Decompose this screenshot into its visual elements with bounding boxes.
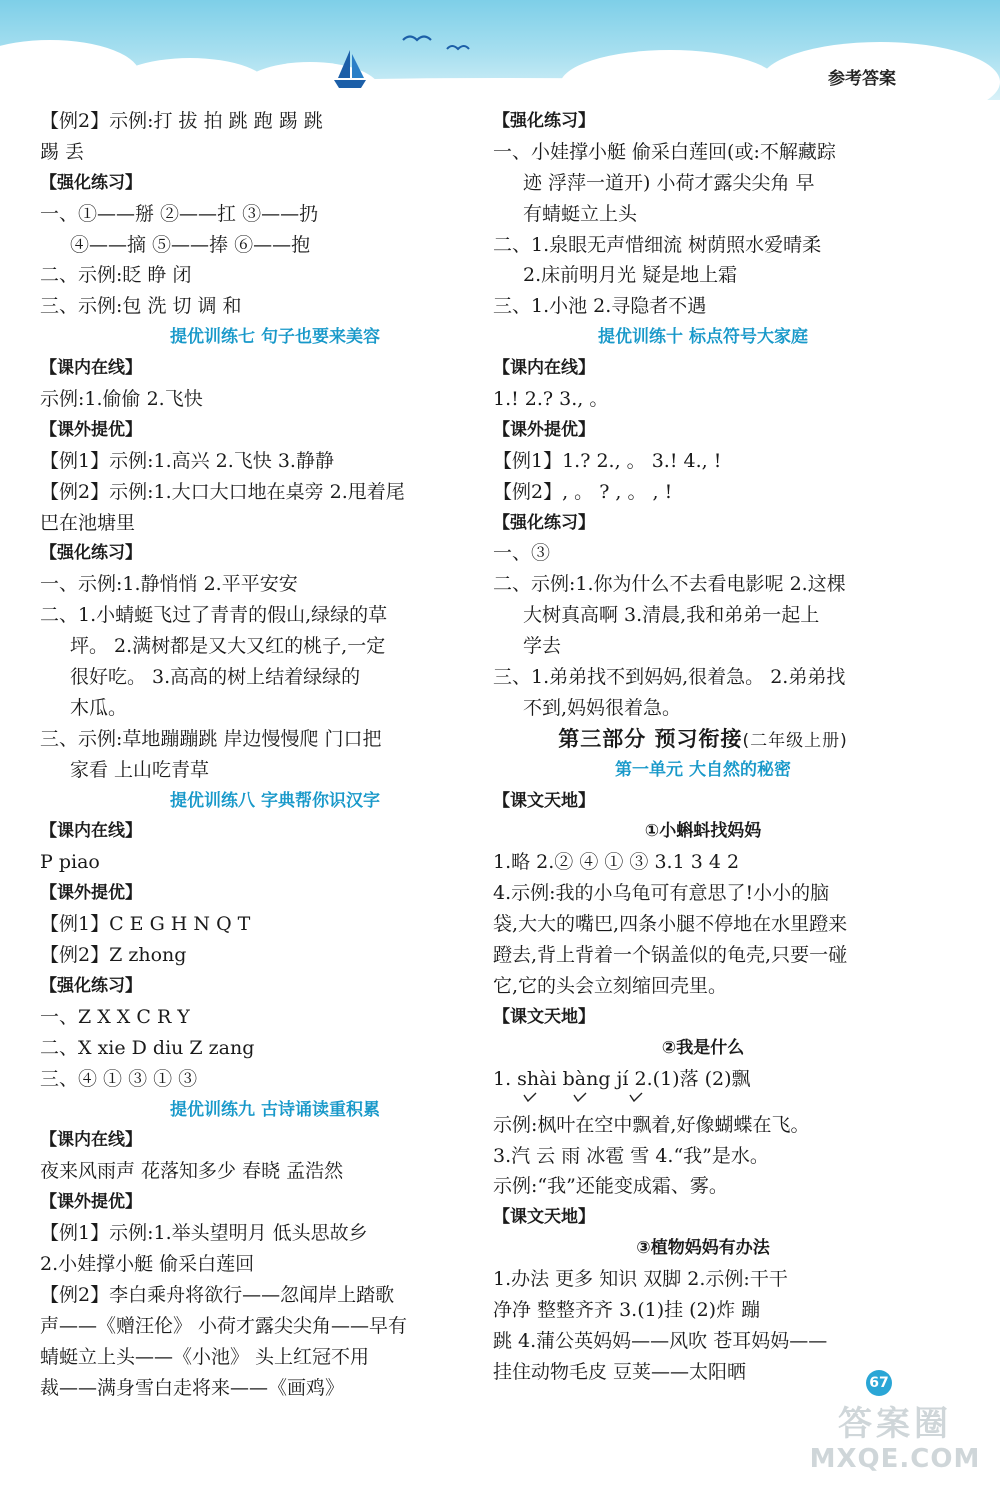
- answer-line: 1.办法 更多 知识 双脚 2.示例:干干: [493, 1268, 788, 1291]
- answer-line: 蜻蜓立上头——《小池》 头上红冠不用: [40, 1345, 370, 1368]
- answer-line: 3.汽 云 雨 冰雹 雪 4.“我”是水。: [493, 1144, 769, 1167]
- left-column: [40, 106, 510, 1403]
- answer-line: 很好吃。 3.高高的树上结着绿绿的: [70, 666, 361, 689]
- section-heading: 【课外提优】: [40, 883, 142, 904]
- checkmark-icon: [629, 1092, 643, 1102]
- answer-line: 巴在池塘里: [40, 511, 136, 534]
- section-heading: 【课文天地】: [493, 790, 595, 811]
- watermark-bottom: MXQE.COM: [809, 1444, 981, 1474]
- answer-line: 三、1.小池 2.寻隐者不遇: [493, 295, 707, 318]
- sailboat-icon: [330, 48, 370, 94]
- section-heading: 【课内在线】: [40, 821, 142, 842]
- lesson-section-title: 第一单元 大自然的秘密: [615, 759, 791, 780]
- answer-line: 1.! 2.? 3., 。: [493, 388, 609, 411]
- lesson-section-title: 提优训练九 古诗诵读重积累: [170, 1099, 380, 1120]
- section-heading: 【强化练习】: [40, 975, 142, 996]
- pinyin-text: 1. shài bàng jí 2.(1)落 (2)飘: [493, 1067, 751, 1090]
- answer-line: 不到,妈妈很着急。: [523, 696, 682, 719]
- answer-line: 家看 上山吃青草: [70, 758, 210, 781]
- answer-line: 大树真高啊 3.清晨,我和弟弟一起上: [523, 604, 820, 627]
- right-column: [493, 106, 913, 1388]
- bird-icon: [446, 42, 470, 52]
- answer-line: 【例2】, 。 ? , 。 , !: [493, 480, 673, 503]
- answer-line: 二、1.小蜻蜓飞过了青青的假山,绿绿的草: [40, 604, 388, 627]
- answer-line: 【例2】Z zhong: [40, 944, 187, 967]
- section-heading: 【课内在线】: [493, 358, 595, 379]
- lesson-section-title: 提优训练八 字典帮你识汉字: [170, 790, 380, 811]
- answer-line: 【例2】李白乘舟将欲行——忽闻岸上踏歌: [40, 1283, 395, 1306]
- answer-line: 示例:枫叶在空中飘着,好像蝴蝶在飞。: [493, 1113, 810, 1136]
- answer-line: 一、示例:1.静悄悄 2.平平安安: [40, 573, 298, 596]
- watermark-logo: [800, 1404, 990, 1480]
- part-title-grade: (二年级上册): [742, 730, 848, 751]
- section-heading: 【课外提优】: [40, 419, 142, 440]
- answer-line: 袋,大大的嘴巴,四条小腿不停地在水里蹬来: [493, 913, 848, 936]
- answer-line: 三、示例:草地蹦蹦跳 岸边慢慢爬 门口把: [40, 727, 382, 750]
- lesson-section-title: 提优训练十 标点符号大家庭: [598, 327, 808, 348]
- answer-line: 2.小娃撑小艇 偷采白莲回: [40, 1252, 255, 1275]
- section-heading: 【强化练习】: [493, 111, 595, 131]
- answer-line: 【例1】示例:1.举头望明月 低头思故乡: [40, 1222, 368, 1245]
- answer-line: 学去: [523, 635, 562, 658]
- section-heading: 【课内在线】: [40, 1130, 142, 1151]
- answer-line: P piao: [40, 851, 100, 874]
- answer-line: 一、小娃撑小艇 偷采白莲回(或:不解藏踪: [493, 140, 836, 163]
- answer-line: 示例:“我”还能变成霜、雾。: [493, 1175, 728, 1198]
- part-title: [493, 724, 913, 755]
- bird-icon: [402, 32, 432, 44]
- answer-line: 二、1.泉眼无声惜细流 树荫照水爱晴柔: [493, 233, 822, 256]
- watermark-top: 答案圈: [838, 1404, 952, 1444]
- answer-line: 坪。 2.满树都是又大又红的桃子,一定: [70, 635, 386, 658]
- answer-line: 示例:1.偷偷 2.飞快: [40, 388, 203, 411]
- answer-line: 有蜻蜓立上头: [523, 202, 638, 225]
- answer-line: 2.床前明月光 疑是地上霜: [523, 264, 738, 287]
- answer-line: 声——《赠汪伦》 小荷才露尖尖角——早有: [40, 1314, 408, 1337]
- answer-line: 它,它的头会立刻缩回壳里。: [493, 974, 728, 997]
- answer-line: 踢 丢: [40, 140, 85, 163]
- lesson-section-title: 提优训练七 句子也要来美容: [170, 327, 380, 348]
- answer-line: 三、示例:包 洗 切 调 和: [40, 295, 242, 318]
- answer-line: 净净 整整齐齐 3.(1)挂 (2)炸 蹦: [493, 1298, 761, 1321]
- page-number: 67: [866, 1370, 892, 1396]
- answer-line: 【例2】示例:1.大口大口地在桌旁 2.甩着尾: [40, 480, 405, 503]
- lesson-title: ②我是什么: [661, 1037, 745, 1058]
- answer-line: 【例2】示例:打 拔 拍 跳 跑 踢 跳: [40, 110, 323, 132]
- answer-line: 二、示例:1.你为什么不去看电影呢 2.这棵: [493, 573, 846, 596]
- answer-line: 【例1】1.? 2., 。 3.! 4., !: [493, 449, 722, 472]
- answer-line: 二、X xie D diu Z zang: [40, 1036, 255, 1059]
- answer-line: 挂住动物毛皮 豆荚——太阳晒: [493, 1360, 747, 1383]
- part-title-main: 第三部分 预习衔接: [558, 726, 743, 751]
- answer-line: ④——摘 ⑤——捧 ⑥——抱: [70, 233, 311, 256]
- answer-line: 夜来风雨声 花落知多少 春晓 孟浩然: [40, 1160, 344, 1183]
- section-heading: 【课文天地】: [493, 1006, 595, 1027]
- answer-line: 木瓜。: [70, 696, 128, 719]
- checkmark-icon: [523, 1092, 537, 1102]
- lesson-title: ①小蝌蚪找妈妈: [644, 821, 762, 842]
- pinyin-answer-line: [493, 1064, 913, 1110]
- answer-line: 一、③: [493, 542, 551, 565]
- section-heading: 【强化练习】: [40, 172, 142, 193]
- answer-line: 二、示例:眨 睁 闭: [40, 264, 192, 287]
- answer-line: 裁——满身雪白走将来——《画鸡》: [40, 1376, 345, 1399]
- section-heading: 【强化练习】: [493, 512, 595, 533]
- answer-line: 迹 浮萍一道开) 小荷才露尖尖角 早: [523, 171, 815, 194]
- section-heading: 【课外提优】: [40, 1192, 142, 1213]
- header-banner: [0, 0, 1000, 100]
- section-heading: 【课内在线】: [40, 358, 142, 379]
- answer-line: 【例1】示例:1.高兴 2.飞快 3.静静: [40, 449, 334, 472]
- answer-line: 蹬去,背上背着一个锅盖似的龟壳,只要一碰: [493, 944, 848, 967]
- answer-line: 三、1.弟弟找不到妈妈,很着急。 2.弟弟找: [493, 666, 846, 689]
- answer-line: 三、④ ① ③ ① ③: [40, 1067, 198, 1090]
- section-heading: 【课外提优】: [493, 419, 595, 440]
- section-heading: 【强化练习】: [40, 543, 142, 564]
- answer-line: 1.略 2.② ④ ① ③ 3.1 3 4 2: [493, 851, 740, 874]
- answer-line: 跳 4.蒲公英妈妈——风吹 苍耳妈妈——: [493, 1329, 828, 1352]
- answer-line: 4.示例:我的小乌龟可有意思了!小小的脑: [493, 882, 830, 905]
- answer-line: 一、Z X X C R Y: [40, 1005, 190, 1028]
- checkmark-icon: [573, 1092, 587, 1102]
- header-title: 参考答案: [828, 69, 896, 89]
- answer-line: 一、①——掰 ②——扛 ③——扔: [40, 202, 319, 225]
- answer-line: 【例1】C E G H N Q T: [40, 913, 251, 936]
- section-heading: 【课文天地】: [493, 1207, 595, 1228]
- lesson-title: ③植物妈妈有办法: [636, 1238, 770, 1259]
